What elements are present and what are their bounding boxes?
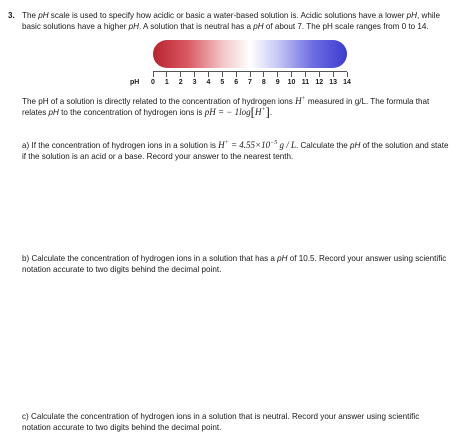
ph-scale [125,40,385,90]
ph-tick-label: 4 [206,79,211,86]
intro-text-run: pH [406,11,418,20]
ph-tick-label: 11 [301,79,310,86]
ph-tick-label: 1 [164,79,169,86]
intro-text-run: scale is used to specify how acidic or basic a water-based solution is. Acidic solutions have a lower [48,11,407,20]
ph-axis-label: pH [130,79,140,86]
ph-gradient-bar [153,40,347,68]
intro-text-run: pH [38,11,49,20]
part-c-question: c) Calculate the concentration of hydrogen ions in a solution that is neutral. Record your answer using scientific notation accurate to two digits behind the decimal point. [22,412,420,432]
intro-text-run: The [22,11,39,20]
question-number: 3. [8,11,15,20]
ph-tick-label: 0 [151,79,155,86]
part-a-question: a) If the concentration of hydrogen ions in a solution is $H^+ = 4.55\times 10^{-5}$ g / L. Calculate the pH of the solution and state if the solution is an acid or a base. Record your answer to the nearest tenth. [22,140,449,161]
ph-tick-label: 12 [315,79,324,86]
part-b-question: b) Calculate the concentration of hydrogen ions in a solution that has a pH of 10.5. Record your answer using scientific notation accurate to two digits behind the decimal point. [22,254,447,274]
ph-tick-label: 10 [287,79,296,86]
intro-text-run: pH [128,22,139,31]
intro-text-run: pH [253,22,264,31]
ph-tick-label: 9 [275,79,280,86]
ph-formula: pH = − 1log[H+] [204,104,270,119]
ph-tick-label: 13 [329,79,338,86]
ph-tick-label: 2 [178,79,183,86]
relation-paragraph: The pH of a solution is directly related to the concentration of hydrogen ions H+ measured in g/L. The formula that relates pH to the concentration of hydrogen ions is pH = − 1log[H+]. [22,96,430,119]
intro-text-run: of about 7. The pH scale ranges from 0 to 14. [263,22,429,31]
question-intro [22,10,450,32]
ph-tick-label: 3 [192,79,197,86]
ph-tick-labels [151,77,351,87]
hydrogen-ion-symbol: H+ [295,96,306,106]
ph-tick-label: 7 [248,79,252,86]
ph-tick-label: 8 [261,79,266,86]
intro-text-run: . A solution that is neutral has a [139,22,254,31]
intro-text-run: , while basic solutions have a higher [22,11,440,31]
ph-tick-label: 6 [234,79,239,86]
part-a-equation: $H^+ = 4.55\times 10^{-5}$ g / L [218,140,296,150]
ph-tick-label: 5 [220,79,225,86]
ph-tick-label: 14 [343,79,351,86]
